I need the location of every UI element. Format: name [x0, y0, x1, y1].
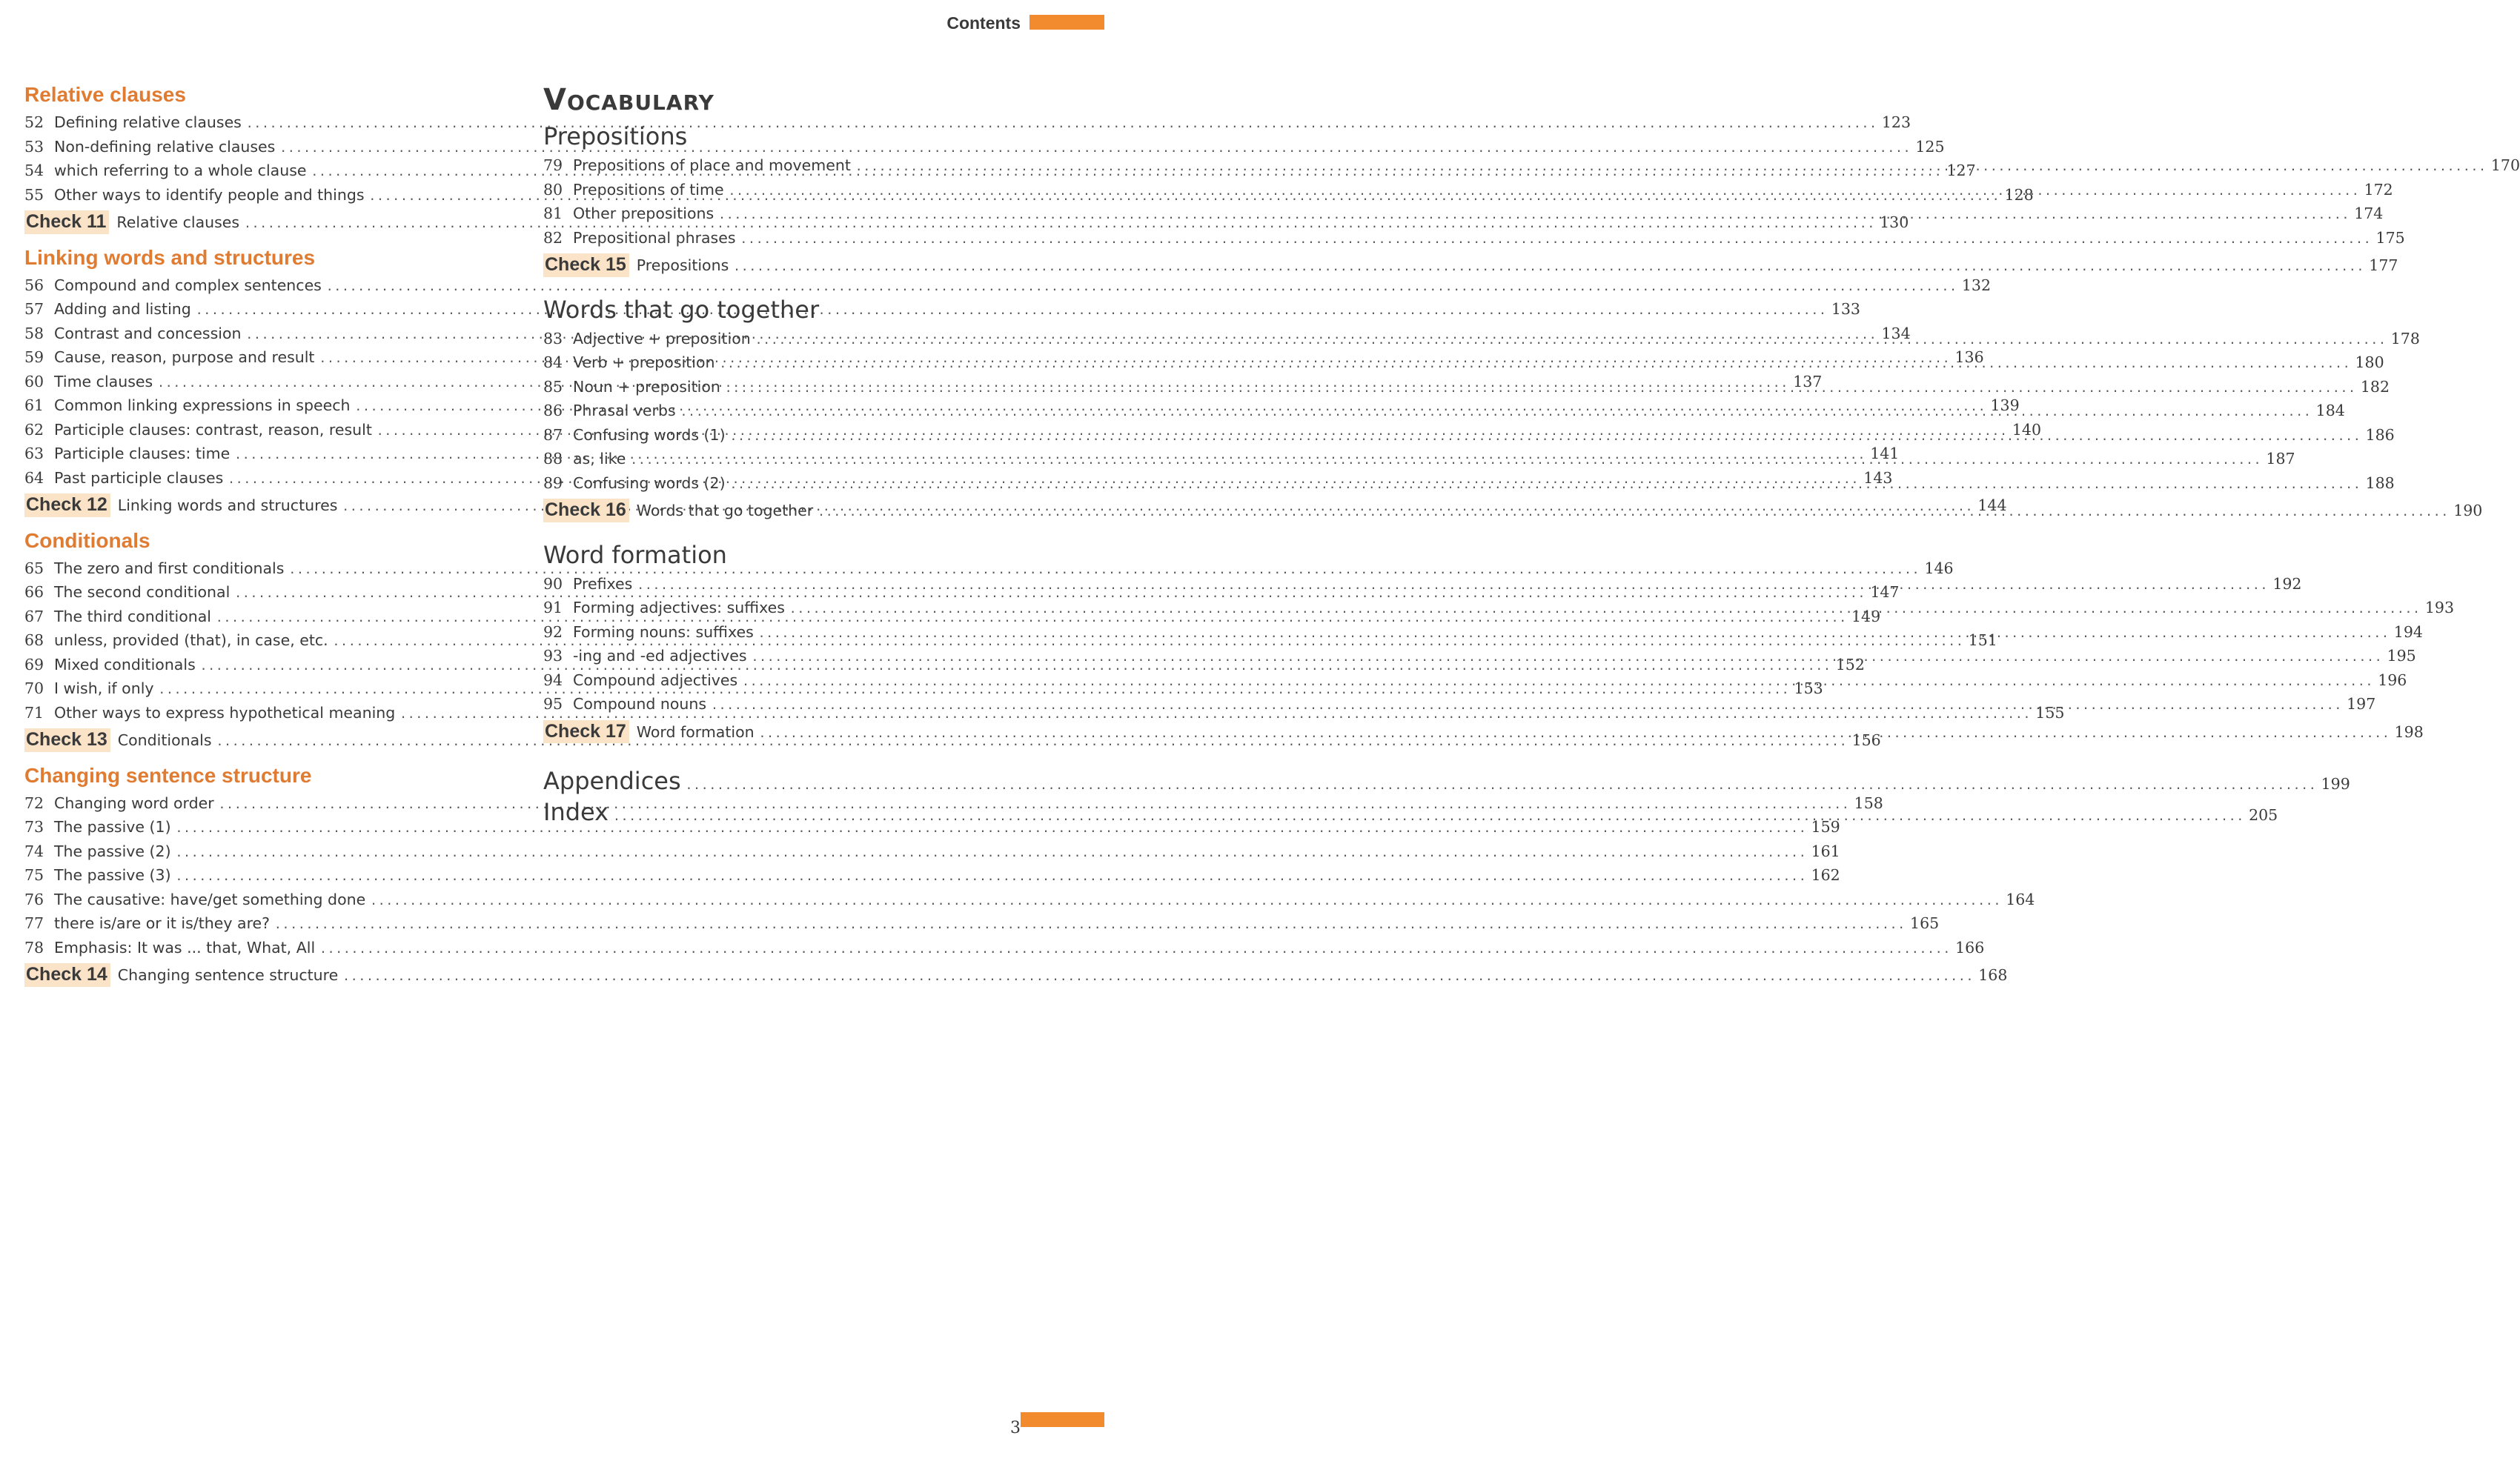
entry-page: 158	[1854, 794, 1883, 812]
entry-number: 58	[24, 324, 44, 342]
entry-page: 127	[1946, 162, 1976, 179]
entry-title: Confusing words (1)	[573, 425, 726, 444]
entry-number: 94	[543, 671, 563, 689]
check-badge: Check 12	[24, 493, 110, 517]
entry-title: Noun + preposition	[573, 377, 720, 396]
entry-title: The third conditional	[54, 607, 212, 625]
entry-number: 70	[24, 679, 44, 697]
entry-page: 188	[2365, 473, 2395, 492]
entry-page: 168	[1978, 966, 2008, 984]
section-title: Linking words and structures	[24, 245, 316, 269]
entry-title: Other prepositions	[573, 204, 714, 222]
entry-number: 78	[24, 938, 44, 957]
toc-entry[interactable]	[24, 864, 1840, 888]
entry-page: 147	[1870, 583, 1900, 601]
entry-page: 137	[1793, 372, 1823, 390]
entry-page: 143	[1863, 468, 1893, 487]
entry-number: 62	[24, 420, 44, 439]
entry-number: 90	[543, 574, 563, 593]
dot-leader	[630, 448, 2261, 472]
entry-number: 64	[24, 468, 44, 487]
entry-page: 153	[1794, 679, 1823, 697]
entry-title: Conditionals	[117, 731, 212, 749]
dot-leader	[720, 352, 2351, 376]
entry-page: 192	[2272, 574, 2302, 593]
section-title: Conditionals	[24, 528, 150, 552]
dot-leader	[752, 645, 2383, 669]
dot-leader	[725, 376, 2356, 400]
toc-entry[interactable]	[543, 227, 2405, 251]
appendices-title: Appendices	[543, 767, 681, 795]
entry-title: Emphasis: It was ... that, What, All	[54, 938, 316, 957]
entry-page: 196	[2378, 671, 2407, 689]
entry-number: 85	[543, 377, 563, 396]
page-number: 3	[1010, 1419, 1021, 1437]
entry-title: Prepositions of time	[573, 180, 724, 199]
entry-title: Prepositional phrases	[573, 228, 736, 247]
entry-page: 132	[1961, 276, 1992, 294]
entry-title: Past participle clauses	[54, 468, 224, 487]
toc-entry[interactable]	[24, 840, 1840, 865]
entry-number: 71	[24, 703, 44, 722]
entry-page: 164	[2006, 890, 2035, 908]
entry-number: 93	[543, 647, 563, 665]
entry-title: Other ways to identify people and things	[54, 185, 365, 204]
entry-page: 140	[2012, 420, 2042, 439]
entry-title: The passive (2)	[54, 842, 171, 860]
entry-page: 125	[1915, 137, 1945, 156]
entry-title: Common linking expressions in speech	[54, 396, 351, 414]
check-badge: Check 17	[543, 720, 629, 744]
entry-number: 83	[543, 329, 563, 347]
entry-title: unless, provided (that), in case, etc.	[54, 631, 328, 649]
entry-page: 175	[2375, 228, 2405, 247]
entry-page: 162	[1811, 866, 1840, 884]
toc-entry[interactable]	[24, 912, 1940, 937]
part-heading: Vocabulary	[543, 83, 714, 117]
section-title: Changing sentence structure	[24, 763, 312, 787]
entry-number: 92	[543, 622, 563, 641]
entry-title: Words that go together	[636, 502, 814, 519]
entry-page: 161	[1811, 842, 1840, 860]
entry-page: 205	[2249, 806, 2278, 824]
entry-title: Compound adjectives	[573, 671, 738, 689]
entry-page: 186	[2365, 425, 2395, 444]
check-badge: Check 11	[24, 210, 109, 234]
entry-page: 194	[2393, 622, 2423, 641]
dot-leader	[818, 500, 2449, 524]
entry-number: 59	[24, 348, 44, 366]
dot-leader	[176, 841, 1807, 865]
entry-title: Word formation	[636, 722, 755, 741]
entry-page: 144	[1977, 496, 2007, 514]
dot-leader	[319, 937, 1951, 961]
dot-leader	[274, 913, 1906, 937]
entry-page: 199	[2321, 775, 2350, 793]
entry-title: Participle clauses: time	[54, 445, 231, 462]
entry-title: The causative: have/get something done	[54, 890, 366, 908]
entry-page: 182	[2360, 377, 2390, 396]
entry-number: 75	[24, 866, 44, 884]
entry-title: Other ways to express hypothetical meaning	[54, 703, 396, 722]
entry-number: 80	[543, 180, 563, 199]
entry-number: 73	[24, 818, 44, 836]
entry-page: 139	[1990, 396, 2020, 414]
entry-number: 76	[24, 890, 44, 908]
entry-number: 82	[543, 228, 563, 247]
entry-title: Phrasal verbs	[573, 402, 676, 419]
entry-page: 146	[1924, 559, 1954, 577]
entry-page: 134	[1881, 324, 1911, 342]
entry-page: 123	[1881, 113, 1911, 131]
dot-leader	[718, 203, 2350, 227]
entry-number: 57	[24, 300, 44, 318]
entry-number: 55	[24, 185, 44, 204]
appendices-entry[interactable]	[543, 767, 2350, 795]
entry-number: 56	[24, 276, 44, 294]
entry-title: Prepositions of place and movement	[573, 156, 851, 174]
dot-leader	[855, 155, 2487, 179]
dot-leader	[758, 622, 2390, 645]
entry-number: 95	[543, 695, 563, 713]
check-badge: Check 15	[543, 253, 629, 277]
entry-title: Changing word order	[54, 794, 214, 812]
entry-page: 159	[1811, 818, 1840, 836]
check-entry[interactable]	[24, 963, 2008, 988]
entry-page: 174	[2354, 204, 2384, 222]
check-entry[interactable]	[543, 253, 2398, 279]
entry-title: The zero and first conditionals	[54, 559, 285, 577]
dot-leader	[370, 889, 2001, 913]
entry-number: 65	[24, 559, 44, 577]
header-label: Contents	[946, 13, 1021, 33]
entry-number: 61	[24, 396, 44, 414]
dot-leader	[740, 227, 2372, 251]
entry-number: 84	[543, 353, 563, 371]
entry-title: Linking words and structures	[117, 496, 338, 514]
entry-title: The second conditional	[54, 583, 231, 601]
entry-title: Confusing words (2)	[573, 473, 726, 492]
entry-page: 130	[1880, 213, 1909, 231]
entry-number: 79	[543, 156, 563, 174]
entry-number: 68	[24, 631, 44, 649]
entry-page: 172	[2364, 180, 2393, 199]
dot-leader	[680, 400, 2312, 424]
entry-number: 53	[24, 137, 44, 156]
entry-title: -ing and -ed adjectives	[573, 647, 747, 665]
entry-title: which referring to a whole clause	[54, 162, 307, 179]
entry-title: Compound nouns	[573, 695, 707, 713]
entry-number: 69	[24, 655, 44, 674]
entry-number: 74	[24, 842, 44, 860]
entry-title: Adding and listing	[54, 300, 191, 318]
entry-page: 141	[1870, 445, 1900, 462]
entry-page: 187	[2266, 450, 2295, 468]
entry-number: 66	[24, 583, 44, 601]
dot-leader	[711, 694, 2342, 717]
dot-leader	[613, 809, 2244, 823]
dot-leader	[789, 597, 2421, 621]
entry-title: Defining relative clauses	[54, 113, 242, 131]
entry-title: as, like	[573, 450, 626, 468]
entry-title: Mixed conditionals	[54, 655, 196, 674]
entry-title: The passive (3)	[54, 866, 171, 884]
dot-leader	[742, 670, 2373, 694]
check-badge: Check 16	[543, 499, 629, 522]
entry-number: 72	[24, 794, 44, 812]
entry-title: Relative clauses	[116, 213, 240, 231]
check-badge: Check 13	[24, 728, 110, 752]
entry-page: 198	[2394, 722, 2424, 741]
entry-number: 91	[543, 599, 563, 616]
entry-number: 87	[543, 425, 563, 444]
entry-page: 178	[2390, 329, 2420, 347]
entry-number: 88	[543, 450, 563, 468]
entry-page: 166	[1955, 938, 1985, 957]
entry-page: 190	[2453, 502, 2483, 519]
toc-entry[interactable]	[24, 274, 1992, 299]
entry-page: 133	[1831, 300, 1860, 318]
dot-leader	[637, 573, 2268, 597]
entry-title: Non-defining relative clauses	[54, 137, 276, 156]
entry-number: 89	[543, 473, 563, 492]
entry-title: Verb + preposition	[573, 353, 715, 371]
entry-title: Forming adjectives: suffixes	[573, 599, 785, 616]
dot-leader	[686, 778, 2317, 792]
section-title: Words that go together	[543, 295, 820, 324]
entry-page: 195	[2387, 647, 2416, 665]
entry-page: 149	[1851, 607, 1881, 625]
index-title: Index	[543, 798, 609, 826]
entry-title: Prefixes	[573, 574, 633, 593]
entry-page: 193	[2424, 599, 2455, 616]
entry-page: 155	[2035, 703, 2065, 722]
entry-number: 81	[543, 204, 563, 222]
dot-leader	[730, 425, 2361, 448]
entry-number: 54	[24, 162, 44, 179]
entry-page: 136	[1954, 348, 1984, 366]
entry-number: 63	[24, 445, 44, 462]
dot-leader	[729, 179, 2360, 203]
entry-page: 152	[1835, 655, 1865, 674]
entry-page: 151	[1968, 631, 1997, 649]
toc-entry[interactable]	[24, 816, 1840, 840]
entry-page: 165	[1910, 914, 1940, 932]
header-accent-bar	[1029, 15, 1104, 30]
entry-page: 177	[2369, 256, 2398, 274]
section-title: Word formation	[543, 540, 727, 569]
entry-number: 77	[24, 914, 44, 932]
entry-number: 67	[24, 607, 44, 625]
entry-title: Adjective + preposition	[573, 329, 751, 347]
dot-leader	[730, 473, 2361, 496]
entry-title: Time clauses	[54, 372, 153, 390]
entry-title: I wish, if only	[54, 679, 154, 697]
entry-title: Participle clauses: contrast, reason, result	[54, 420, 372, 439]
entry-number: 52	[24, 113, 44, 131]
dot-leader	[759, 722, 2390, 745]
footer-accent-bar	[1021, 1412, 1104, 1427]
entry-title: Cause, reason, purpose and result	[54, 348, 315, 366]
entry-page: 170	[2490, 156, 2520, 174]
entry-page: 156	[1851, 731, 1881, 749]
section-title: Prepositions	[543, 122, 688, 150]
toc-entry[interactable]	[24, 937, 1985, 961]
entry-title: Compound and complex sentences	[54, 276, 322, 294]
entry-number: 60	[24, 372, 44, 390]
entry-page: 184	[2315, 402, 2345, 419]
toc-entry[interactable]	[24, 557, 1954, 582]
entry-title: Prepositions	[636, 256, 729, 274]
check-badge: Check 14	[24, 963, 110, 987]
dot-leader	[246, 112, 1877, 136]
entry-title: Contrast and concession	[54, 324, 242, 342]
entry-page: 197	[2347, 695, 2376, 713]
entry-number: 86	[543, 402, 563, 419]
dot-leader	[755, 328, 2387, 352]
entry-title: Changing sentence structure	[117, 966, 339, 984]
toc-entry[interactable]	[24, 888, 2035, 913]
section-title: Relative clauses	[24, 83, 186, 106]
entry-title: The passive (1)	[54, 818, 171, 836]
dot-leader	[176, 865, 1807, 888]
entry-page: 128	[2004, 185, 2034, 204]
dot-leader	[733, 255, 2364, 279]
entry-title: Forming nouns: suffixes	[573, 622, 754, 641]
dot-leader	[342, 965, 1974, 988]
entry-page: 180	[2355, 353, 2384, 371]
entry-title: there is/are or it is/they are?	[54, 914, 271, 932]
